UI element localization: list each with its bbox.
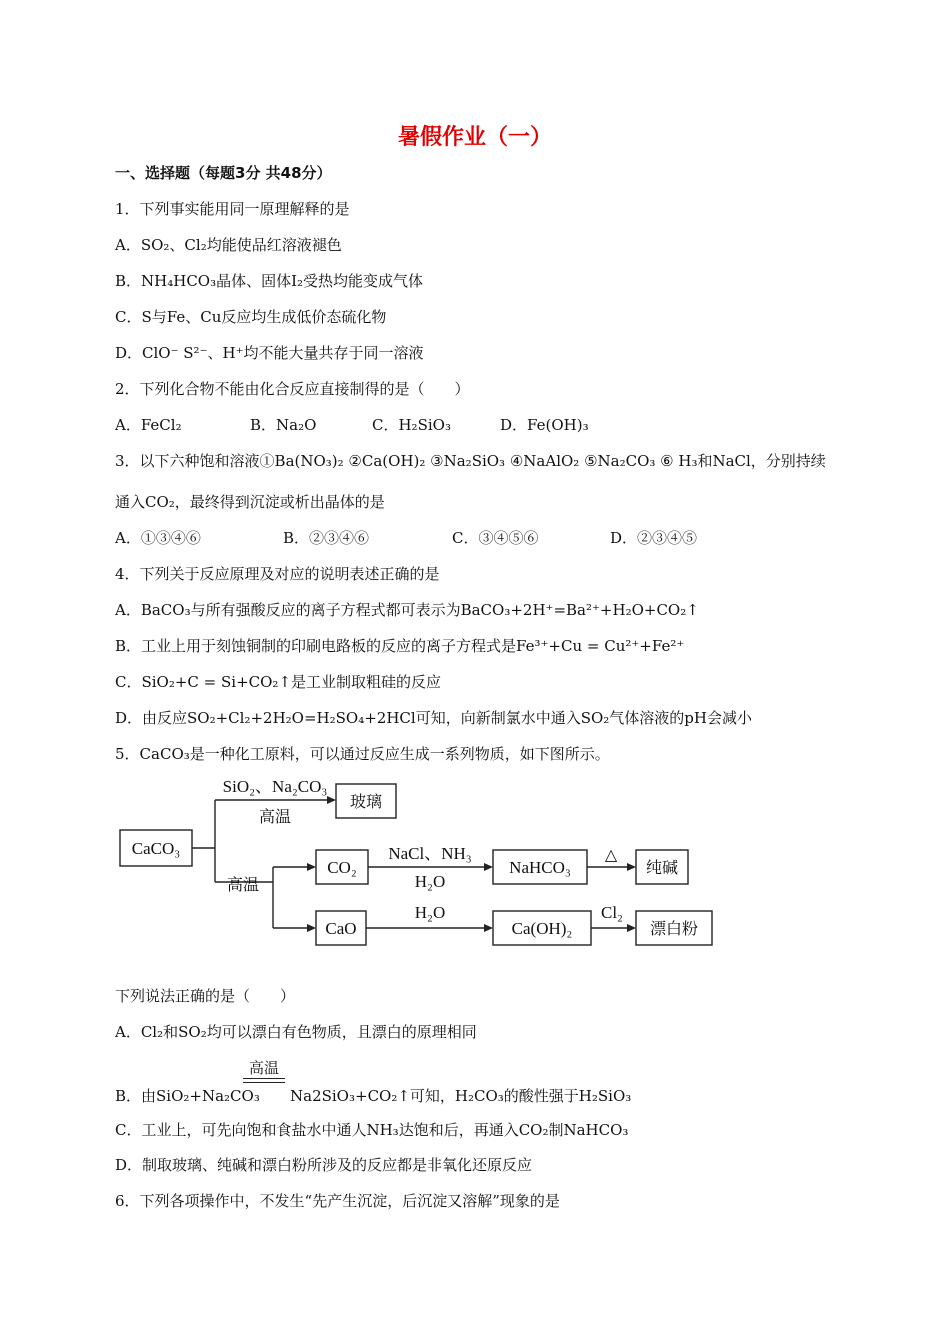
question-2-option-a: A．FeCl₂ (115, 416, 182, 434)
co2-reagent-top: NaCl、NH₃ (388, 844, 472, 863)
question-5-prompt: 下列说法正确的是（ ） (115, 987, 296, 1005)
question-4-option-b: B．工业上用于刻蚀铜制的印刷电路板的反应的离子方程式是Fe³⁺+Cu = Cu²⁺+Fe²⁺ (115, 637, 685, 655)
glass-label: 玻璃 (349, 792, 383, 811)
question-1-option-b: B．NH₄HCO₃晶体、固体I₂受热均能变成气体 (115, 272, 424, 290)
bleach-label: 漂白粉 (649, 919, 699, 938)
section-heading: 一、选择题（每题3分 共48分） (115, 164, 332, 182)
question-4-option-a: A．BaCO₃与所有强酸反应的离子方程式都可表示为BaCO₃+2H⁺=Ba²⁺+H₂O+CO₂↑ (115, 601, 699, 619)
nahco3-label: NaHCO₃ (509, 858, 571, 877)
question-4-option-c: C．SiO₂+C = Si+CO₂↑是工业制取粗硅的反应 (115, 673, 442, 691)
cao-label: CaO (325, 919, 357, 938)
top-condition-label: 高温 (258, 807, 292, 826)
soda-label: 纯碱 (645, 858, 679, 877)
question-2-option-c: C．H₂SiO₃ (372, 416, 451, 434)
co2-reagent-bottom: H₂O (414, 872, 446, 891)
question-1-option-a: A．SO₂、Cl₂均能使品红溶液褪色 (115, 236, 342, 254)
question-5-option-b-right: Na2SiO₃+CO₂↑可知，H₂CO₃的酸性强于H₂SiO₃ (290, 1087, 632, 1105)
equals-bar-top (243, 1078, 285, 1079)
page-title: 暑假作业（一） (397, 125, 552, 150)
question-5-option-d: D．制取玻璃、纯碱和漂白粉所涉及的反应都是非氧化还原反应 (115, 1156, 533, 1174)
question-3-option-d: D．②③④⑤ (610, 529, 698, 547)
caco3-label: CaCO₃ (131, 839, 181, 858)
question-1-option-d: D．ClO⁻ S²⁻、H⁺均不能大量共存于同一溶液 (115, 344, 424, 362)
caoh2-label: Ca(OH)₂ (511, 919, 573, 938)
question-2-stem: 2．下列化合物不能由化合反应直接制得的是（ ） (115, 380, 470, 398)
question-5-stem: 5．CaCO₃是一种化工原料，可以通过反应生成一系列物质，如下图所示。 (115, 745, 610, 763)
cao-reagent-label: H₂O (414, 903, 446, 922)
question-2-option-d: D．Fe(OH)₃ (500, 416, 589, 434)
question-5-option-b-left: B．由SiO₂+Na₂CO₃ (115, 1087, 260, 1105)
caco3-reaction-diagram (115, 770, 725, 955)
equals-bar-bottom (243, 1082, 285, 1083)
question-1-stem: 1．下列事实能用同一原理解释的是 (115, 200, 350, 218)
question-3-option-b: B．②③④⑥ (283, 529, 370, 547)
question-4-stem: 4．下列关于反应原理及对应的说明表述正确的是 (115, 565, 440, 583)
top-reagent-label: SiO₂、Na₂CO₃ (222, 777, 328, 796)
question-3-stem-line2: 通入CO₂，最终得到沉淀或析出晶体的是 (115, 493, 385, 511)
heat-symbol: △ (604, 845, 618, 864)
question-3-stem-line1: 3．以下六种饱和溶液①Ba(NO₃)₂ ②Ca(OH)₂ ③Na₂SiO₃ ④NaAlO₂ ⑤Na₂CO₃ ⑥ H₃和NaCl，分别持续 (115, 452, 826, 470)
question-3-option-c: C．③④⑤⑥ (452, 529, 539, 547)
question-3-option-a: A．①③④⑥ (115, 529, 201, 547)
cl2-label: Cl₂ (601, 903, 623, 922)
lower-condition-label: 高温 (226, 875, 260, 894)
question-5-option-c: C．工业上，可先向饱和食盐水中通人NH₃达饱和后，再通入CO₂制NaHCO₃ (115, 1121, 629, 1139)
co2-label: CO₂ (327, 858, 357, 877)
question-5-option-a: A．Cl₂和SO₂均可以漂白有色物质，且漂白的原理相同 (115, 1023, 477, 1041)
high-temperature-condition: 高温 (248, 1059, 279, 1077)
question-1-option-c: C．S与Fe、Cu反应均生成低价态硫化物 (115, 308, 387, 326)
question-6-stem: 6．下列各项操作中，不发生“先产生沉淀，后沉淀又溶解”现象的是 (115, 1192, 560, 1210)
question-2-option-b: B．Na₂O (250, 416, 317, 434)
question-4-option-d: D．由反应SO₂+Cl₂+2H₂O=H₂SO₄+2HCl可知，向新制氯水中通入SO₂气体溶液的pH会减小 (115, 709, 752, 727)
